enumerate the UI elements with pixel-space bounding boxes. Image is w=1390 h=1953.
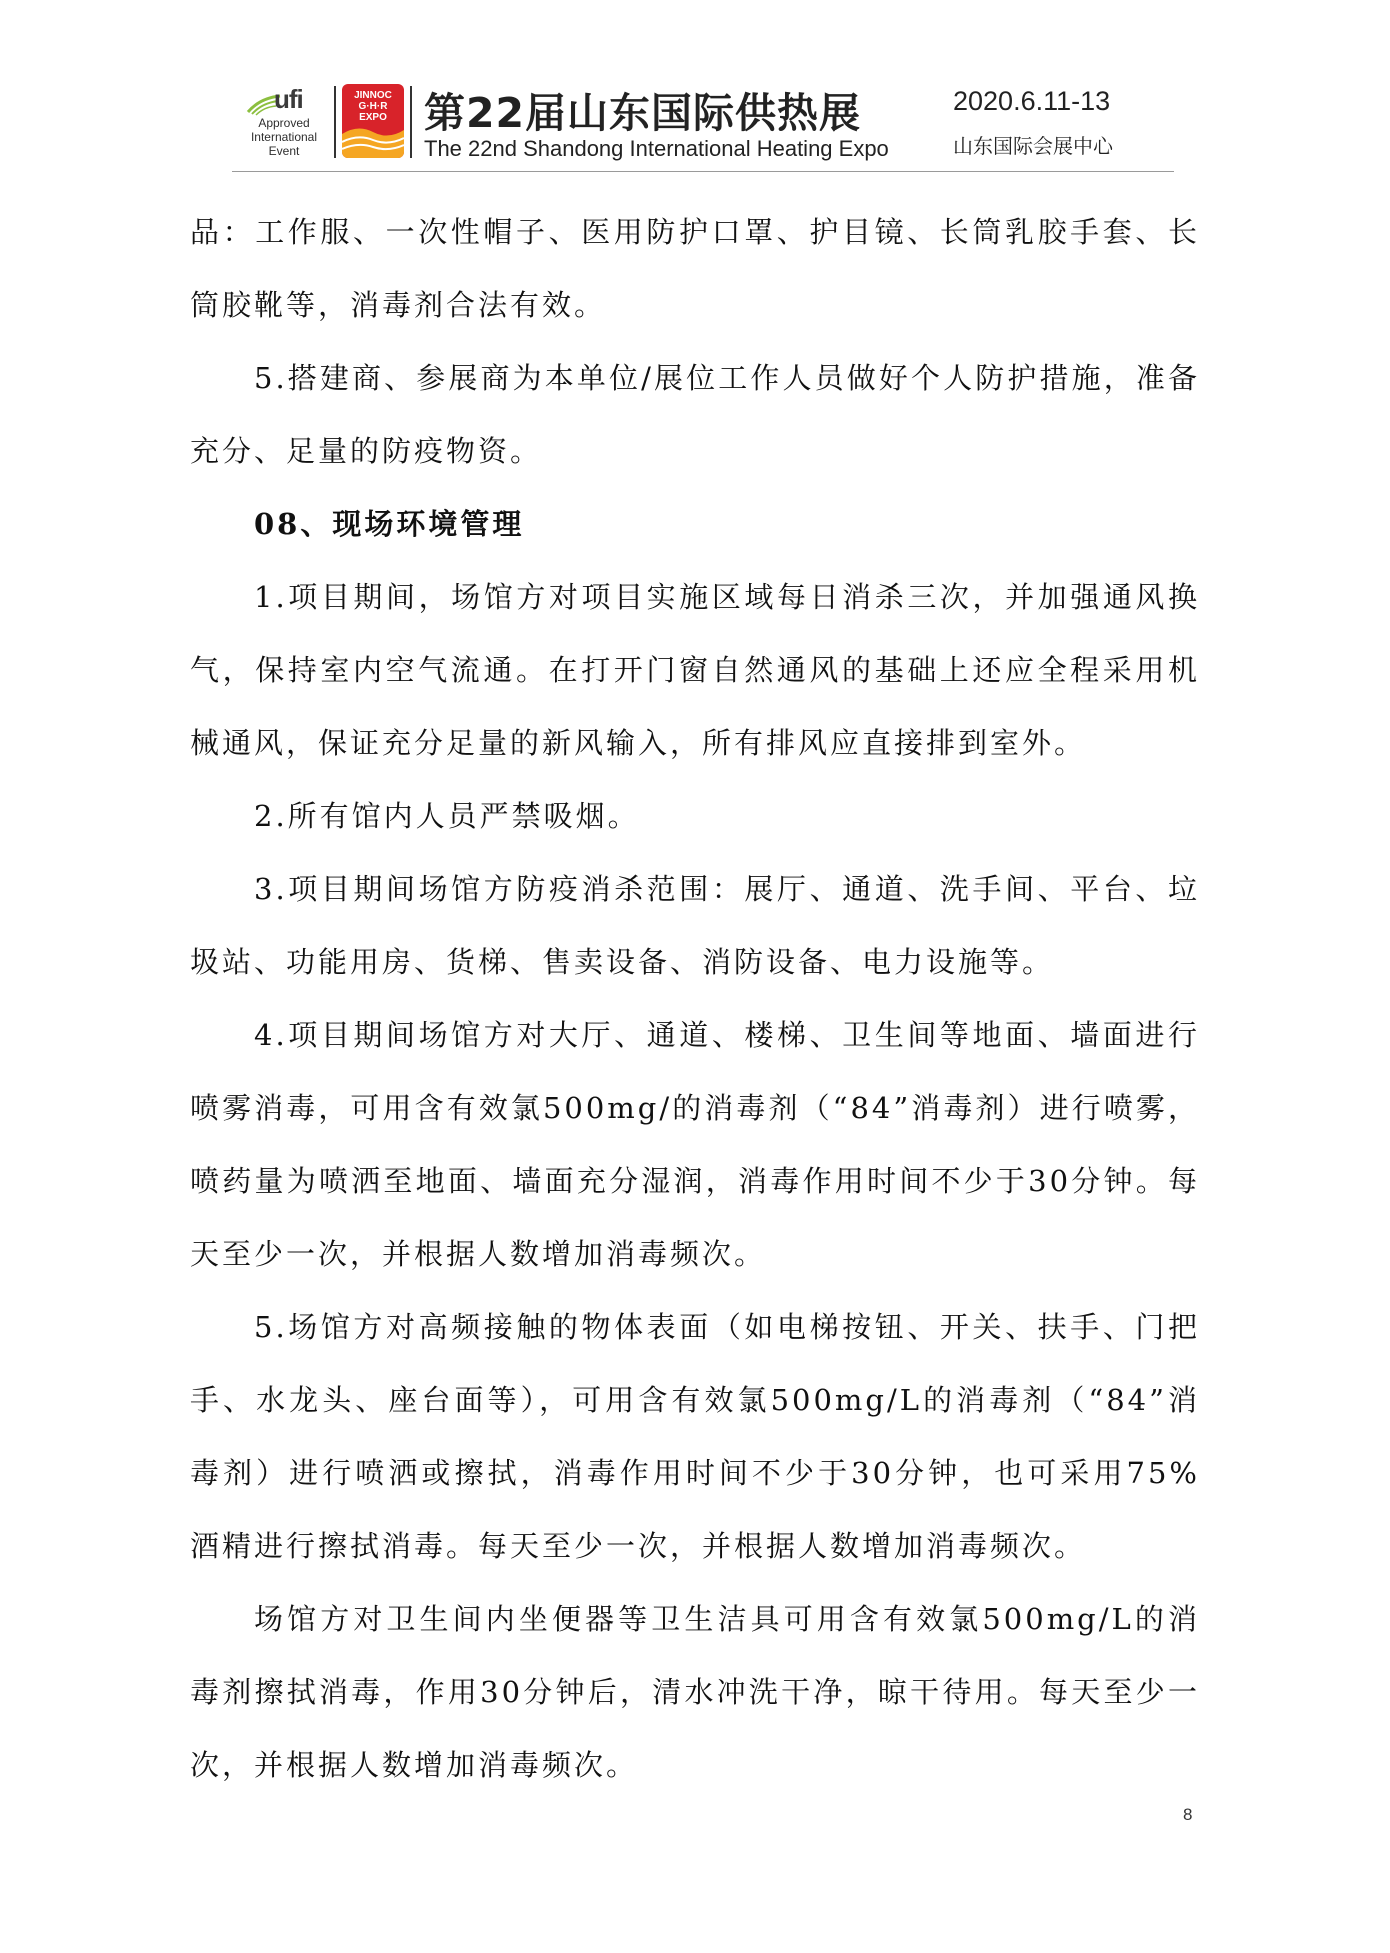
- ufi-logo: [238, 84, 330, 164]
- expo-venue: 山东国际会展中心: [953, 134, 1113, 158]
- paragraph-item-2-no-smoking: 2.所有馆内人员严禁吸烟。: [254, 799, 640, 833]
- expo-title-en: The 22nd Shandong International Heating Expo: [424, 136, 889, 161]
- page-header: [238, 80, 1178, 172]
- document-body: [190, 196, 1200, 1802]
- ufi-international-text: International: [250, 130, 318, 144]
- flame-wave-icon: [342, 124, 404, 158]
- jinnoc-brand-text: JINNOC: [354, 90, 392, 101]
- ufi-approved-text: Approved: [258, 116, 310, 130]
- header-divider: [410, 86, 412, 158]
- paragraph-protective-items: 品：工作服、一次性帽子、医用防护口罩、护目镜、长筒乳胶手套、长筒胶靴等，消毒剂合法有效。: [190, 215, 1200, 322]
- jinnoc-ghr-text: G·H·R: [358, 101, 388, 112]
- paragraph-item-5-surfaces: 5.场馆方对高频接触的物体表面（如电梯按钮、开关、扶手、门把手、水龙头、座台面等），可用含有效氯500mg/L的消毒剂（“84”消毒剂）进行喷洒或擦拭，消毒作用时间不少于30分钟，也可采用75%酒精进行擦拭消毒。每天至少一次，并根据人数增加消毒频次。: [190, 1310, 1200, 1563]
- ufi-wordmark: ufi: [274, 84, 303, 114]
- ufi-event-text: Event: [268, 144, 300, 158]
- header-divider: [334, 86, 336, 158]
- section-heading: 08、现场环境管理: [254, 507, 525, 541]
- paragraph-item-4-spray: 4.项目期间场馆方对大厅、通道、楼梯、卫生间等地面、墙面进行喷雾消毒，可用含有效氯500mg/的消毒剂（“84”消毒剂）进行喷雾，喷药量为喷洒至地面、墙面充分湿润，消毒作用时间不少于30分钟。每天至少一次，并根据人数增加消毒频次。: [190, 1018, 1200, 1271]
- expo-title-cn: 第22届山东国际供热展: [424, 89, 862, 137]
- page-number: 8: [1183, 1805, 1193, 1824]
- jinnoc-expo-text: EXPO: [359, 112, 387, 123]
- jinnoc-logo: [342, 84, 404, 158]
- paragraph-sanitary-ware: 场馆方对卫生间内坐便器等卫生洁具可用含有效氯500mg/L的消毒剂擦拭消毒，作用30分钟后，清水冲洗干净，晾干待用。每天至少一次，并根据人数增加消毒频次。: [190, 1602, 1200, 1782]
- paragraph-item-1-ventilation: 1.项目期间，场馆方对项目实施区域每日消杀三次，并加强通风换气，保持室内空气流通。在打开门窗自然通风的基础上还应全程采用机械通风，保证充分足量的新风输入，所有排风应直接排到室外。: [190, 580, 1200, 760]
- header-rule: [232, 171, 1174, 172]
- expo-date: 2020.6.11-13: [953, 86, 1111, 116]
- paragraph-item-5-exhibitors: 5.搭建商、参展商为本单位/展位工作人员做好个人防护措施，准备充分、足量的防疫物资。: [190, 361, 1200, 468]
- paragraph-item-3-scope: 3.项目期间场馆方防疫消杀范围：展厅、通道、洗手间、平台、垃圾站、功能用房、货梯、售卖设备、消防设备、电力设施等。: [190, 872, 1200, 979]
